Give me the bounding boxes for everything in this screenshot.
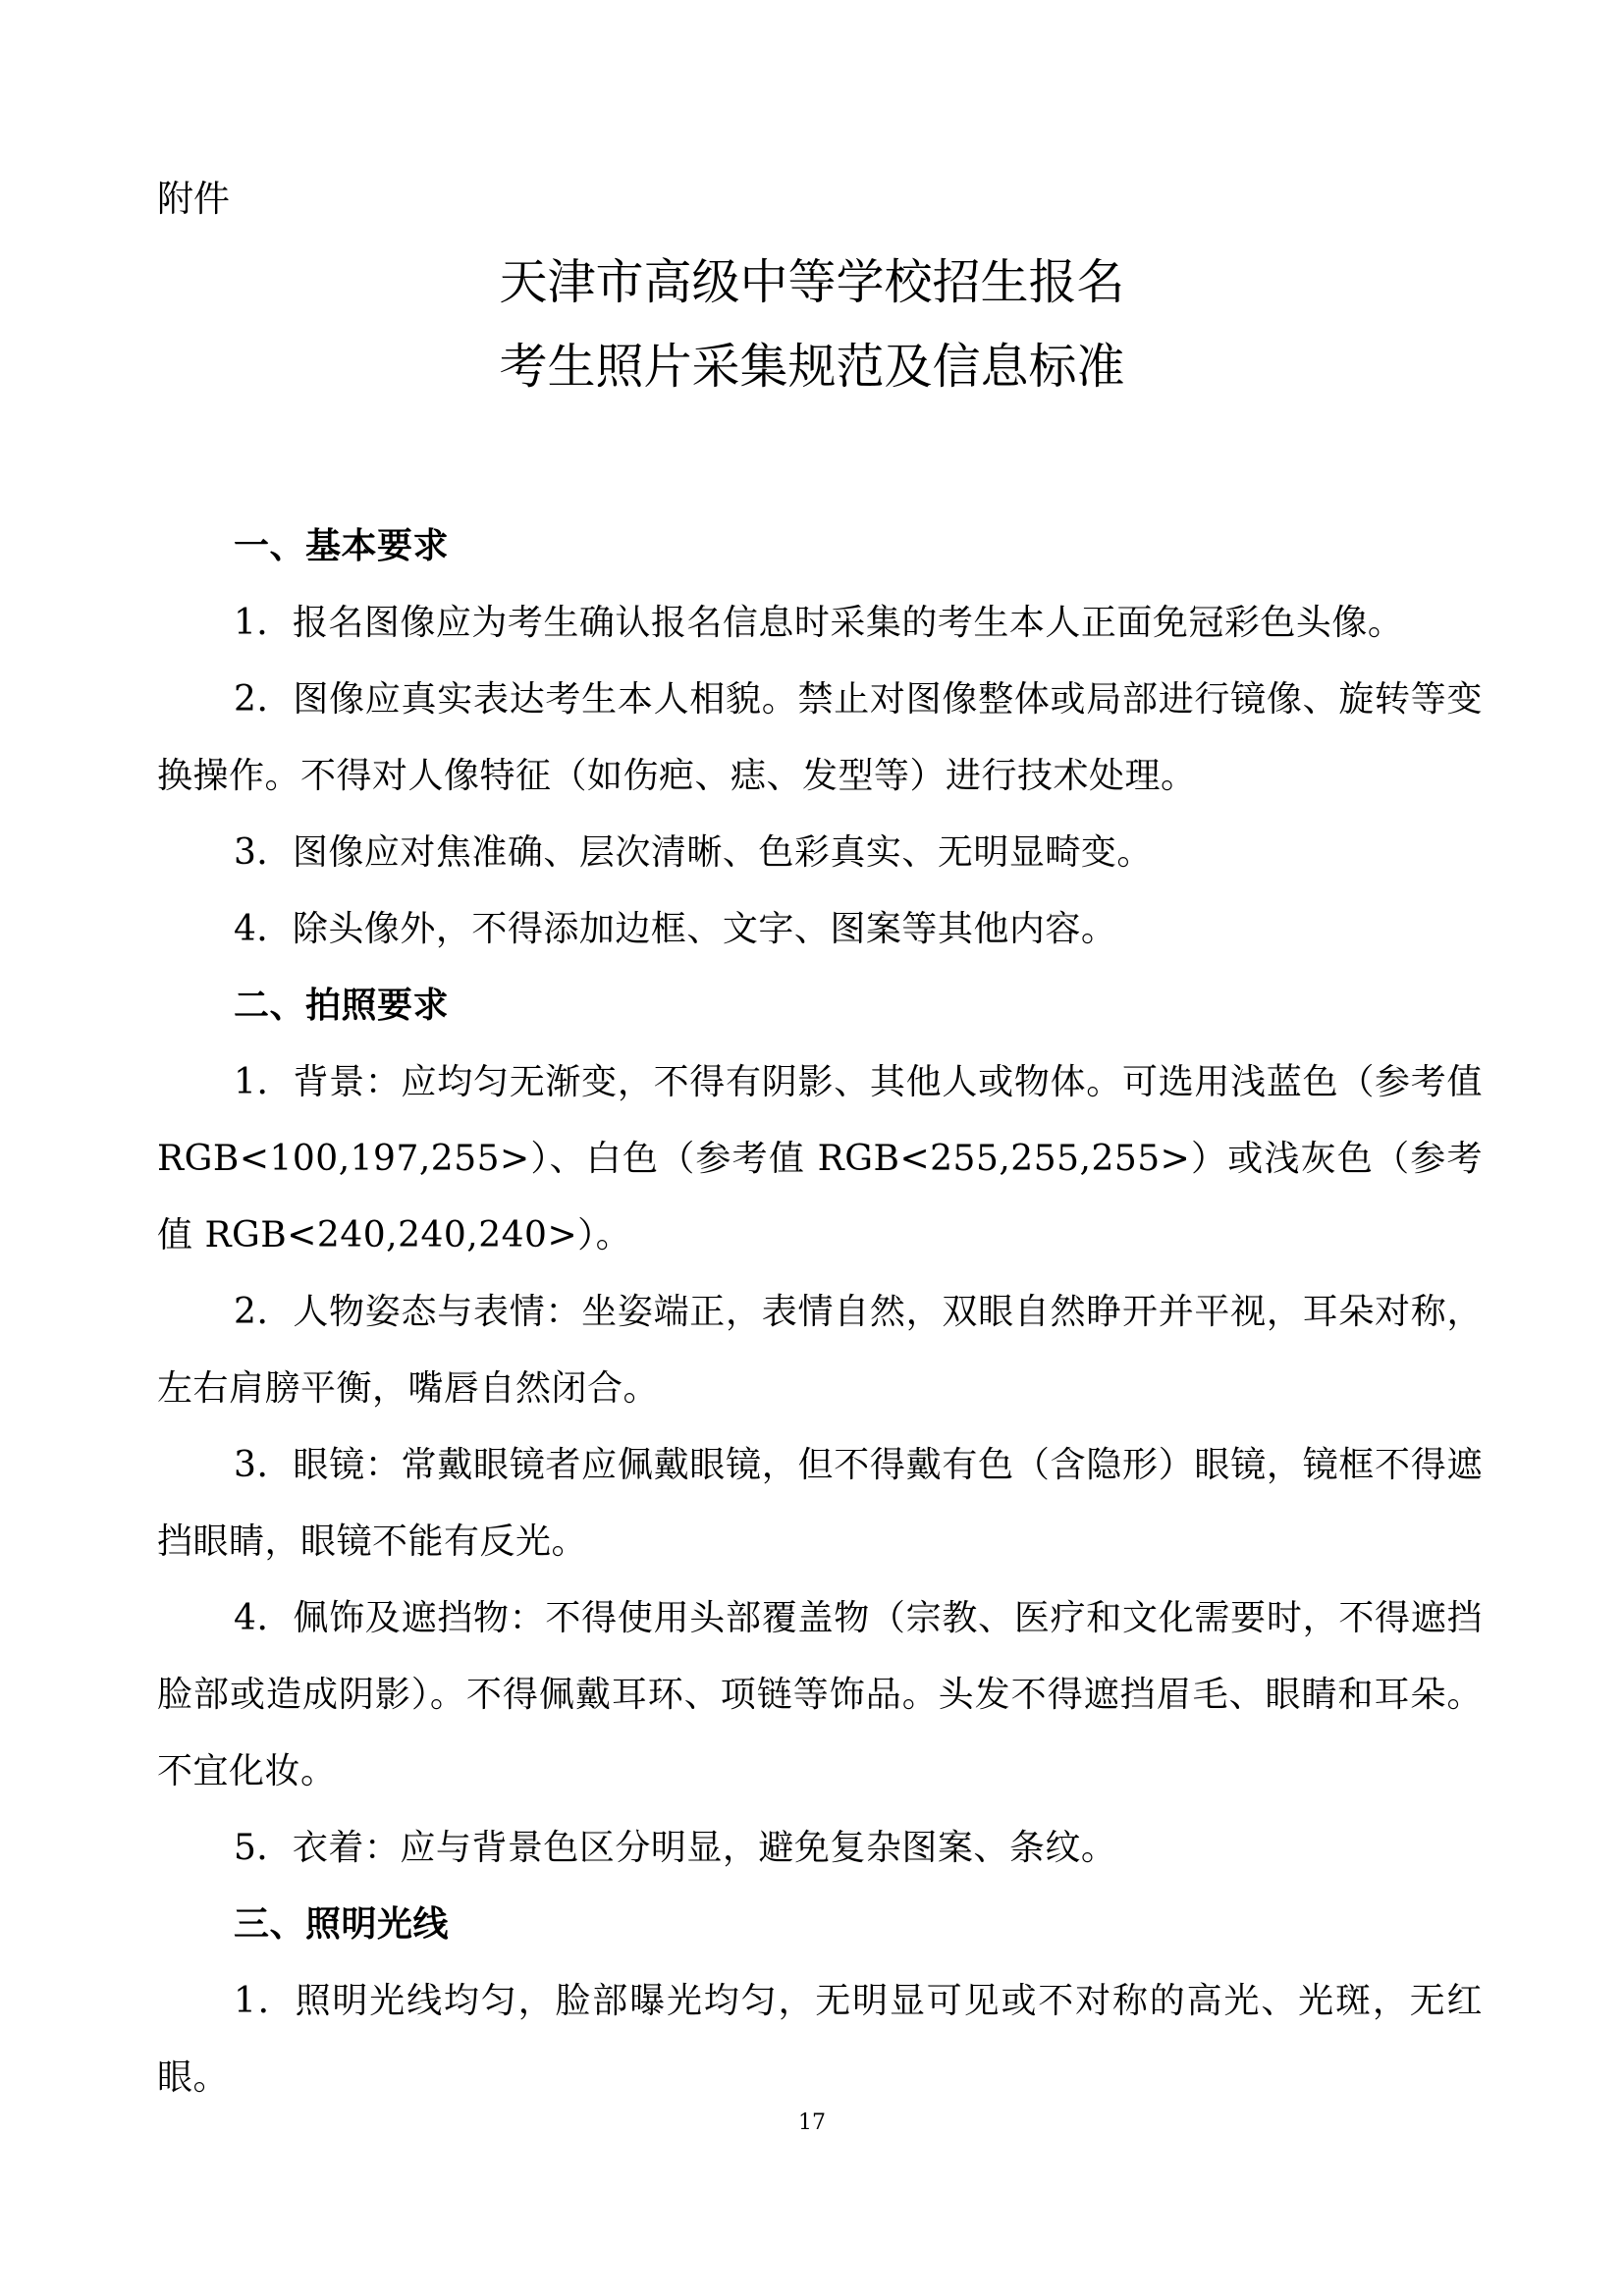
document-title-line-1: 天津市高级中等学校招生报名	[499, 254, 1125, 310]
paragraph: 4．除头像外，不得添加边框、文字、图案等其他内容。	[234, 909, 1117, 949]
document-body	[157, 508, 1483, 2116]
paragraph: 2．图像应真实表达考生本人相貌。禁止对图像整体或局部进行镜像、旋转等变换操作。不得对人像特征（如伤疤、痣、发型等）进行技术处理。	[157, 679, 1483, 796]
section-heading: 三、照明光线	[234, 1904, 450, 1945]
attachment-label: 附件	[157, 178, 230, 220]
section-heading: 一、基本要求	[234, 526, 450, 566]
paragraph: 2．人物姿态与表情：坐姿端正，表情自然，双眼自然睁开并平视，耳朵对称，左右肩膀平衡，嘴唇自然闭合。	[157, 1292, 1483, 1409]
paragraph: 5．衣着：应与背景色区分明显，避免复杂图案、条纹。	[234, 1828, 1117, 1868]
paragraph: 3．图像应对焦准确、层次清晰、色彩真实、无明显畸变。	[234, 832, 1153, 873]
section-heading: 二、拍照要求	[234, 986, 450, 1026]
paragraph: 3．眼镜：常戴眼镜者应佩戴眼镜，但不得戴有色（含隐形）眼镜，镜框不得遮挡眼睛，眼镜不能有反光。	[157, 1445, 1483, 1562]
paragraph: 1．背景：应均匀无渐变，不得有阴影、其他人或物体。可选用浅蓝色（参考值 RGB<100,197,255>）、白色（参考值 RGB<255,255,255>）或浅灰色（参考值 RGB<240,240,240>）。	[157, 1062, 1483, 1255]
paragraph: 1．照明光线均匀，脸部曝光均匀，无明显可见或不对称的高光、光斑，无红眼。	[157, 1981, 1483, 2098]
document-title-line-2: 考生照片采集规范及信息标准	[499, 339, 1125, 395]
paragraph: 1．报名图像应为考生确认报名信息时采集的考生本人正面免冠彩色头像。	[234, 603, 1404, 643]
section-lighting	[157, 1887, 1483, 2116]
paragraph: 4．佩饰及遮挡物：不得使用头部覆盖物（宗教、医疗和文化需要时，不得遮挡脸部或造成阴影）。不得佩戴耳环、项链等饰品。头发不得遮挡眉毛、眼睛和耳朵。不宜化妆。	[157, 1598, 1483, 1791]
section-photo-requirements	[157, 968, 1483, 1887]
page-number: 17	[798, 2110, 826, 2135]
section-basic-requirements	[157, 508, 1483, 968]
